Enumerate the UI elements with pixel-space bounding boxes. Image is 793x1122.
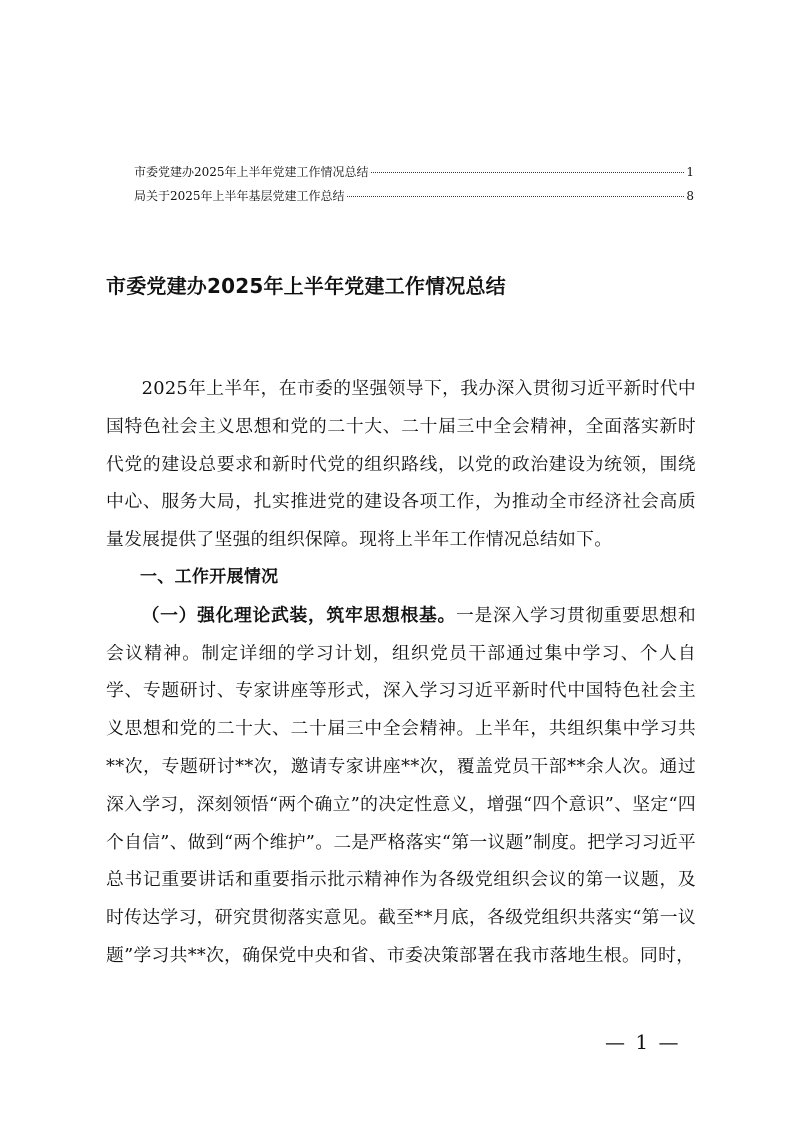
document-body — [106, 370, 696, 975]
intro-paragraph: 2025年上半年，在市委的坚强领导下，我办深入贯彻习近平新时代中国特色社会主义思想和党的二十大、二十届三中全会精神，全面落实新时代党的建设总要求和新时代党的组织路线，以党的政治建设为统领，围绕中心、服务大局，扎实推进党的建设各项工作，为推动全市经济社会高质量发展提供了坚强的组织保障。现将上半年工作情况总结如下。 — [106, 378, 696, 551]
section-heading: 一、工作开展情况 — [140, 566, 279, 587]
table-of-contents — [134, 160, 694, 208]
toc-entry[interactable] — [134, 184, 694, 208]
toc-entry-title: 局关于2025年上半年基层党建工作总结 — [134, 189, 345, 203]
subsection-paragraph — [106, 597, 696, 975]
toc-entry-title: 市委党建办2025年上半年党建工作情况总结 — [134, 165, 369, 179]
toc-entry[interactable] — [134, 160, 694, 184]
subsection-text: 一是深入学习贯彻重要思想和会议精神。制定详细的学习计划，组织党员干部通过集中学习、个人自学、专题研讨、专家讲座等形式，深入学习习近平新时代中国特色社会主义思想和党的二十大、二十届三中全会精神。上半年，共组织集中学习共**次，专题研讨**次，邀请专家讲座**次，覆盖党员干部**余人次。通过深入学习，深刻领悟“两个确立”的决定性意义，增强“四个意识”、坚定“四个自信”、做到“两个维护”。二是严格落实“第一议题”制度。把学习习近平总书记重要讲话和重要指示批示精神作为各级党组织会议的第一议题，及时传达学习，研究贯彻落实意见。截至**月底，各级党组织共落实“第一议题”学习共**次，确保党中央和省、市委决策部署在我市落地生根。同时， — [106, 604, 696, 966]
toc-leader-dots — [371, 172, 684, 173]
toc-entry-page: 8 — [686, 189, 694, 203]
document-title: 市委党建办2025年上半年党建工作情况总结 — [106, 274, 506, 298]
toc-entry-page: 1 — [686, 165, 694, 179]
toc-leader-dots — [347, 196, 684, 197]
subsection-heading: （一）强化理论武装，筑牢思想根基。 — [141, 604, 456, 626]
page-number: — 1 — — [605, 1030, 681, 1054]
